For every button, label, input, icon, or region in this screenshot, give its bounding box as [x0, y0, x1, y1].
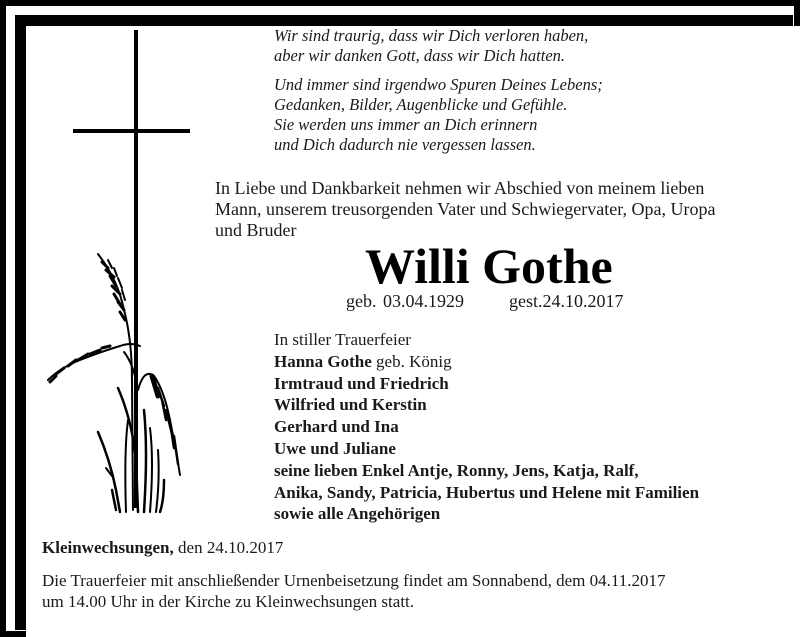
life-dates	[346, 291, 624, 311]
mourners-heading: In stiller Trauerfeier	[274, 330, 411, 349]
mourners-list	[274, 329, 699, 525]
intro-paragraph	[215, 178, 715, 241]
intro-line: In Liebe und Dankbarkeit nehmen wir Abschied von meinem lieben	[215, 178, 705, 198]
funeral-line: Die Trauerfeier mit anschließender Urnenbeisetzung findet am Sonnabend, dem 04.11.2017	[42, 571, 666, 590]
poem-stanza-1	[274, 26, 588, 66]
mourner-widow	[274, 351, 699, 373]
mourner-line: Irmtraud und Friedrich	[274, 373, 449, 393]
death-date: gest.24.10.2017	[509, 291, 624, 311]
widow-maiden-name: geb. König	[371, 351, 452, 371]
mourner-line: Uwe und Juliane	[274, 438, 396, 458]
mourner-line: seine lieben Enkel Antje, Ronny, Jens, Katja, Ralf,	[274, 460, 639, 480]
birth-date: geb. 03.04.1929	[346, 291, 464, 311]
mourner-line: sowie alle Angehörigen	[274, 504, 441, 524]
funeral-info	[42, 570, 665, 612]
poem-line: aber wir danken Gott, dass wir Dich hatten.	[274, 46, 566, 65]
widow-name: Hanna Gothe	[274, 351, 372, 371]
poem-line: und Dich dadurch nie vergessen lassen.	[274, 135, 536, 154]
notice-date: den 24.10.2017	[173, 538, 284, 557]
mourner-line: Wilfried und Kerstin	[274, 395, 427, 415]
intro-line: Mann, unserem treusorgenden Vater und Schwiegervater, Opa, Uropa	[215, 199, 716, 219]
poem-stanza-2	[274, 75, 603, 155]
mourner-line: Gerhard und Ina	[274, 417, 399, 437]
intro-line: und Bruder	[215, 220, 297, 240]
deceased-name: Willi Gothe	[365, 238, 613, 294]
place-date	[42, 538, 283, 558]
mourner-line: Anika, Sandy, Patricia, Hubertus und Helene mit Familien	[274, 482, 700, 502]
poem-line: Sie werden uns immer an Dich erinnern	[274, 115, 538, 134]
poem-line: Und immer sind irgendwo Spuren Deines Lebens;	[274, 75, 603, 94]
poem-line: Wir sind traurig, dass wir Dich verloren haben,	[274, 26, 589, 45]
wheat-grass-icon	[40, 250, 200, 515]
funeral-line: um 14.00 Uhr in der Kirche zu Kleinwechsungen statt.	[42, 592, 415, 611]
poem-line: Gedanken, Bilder, Augenblicke und Gefühle.	[274, 95, 568, 114]
place-name: Kleinwechsungen,	[42, 538, 174, 557]
